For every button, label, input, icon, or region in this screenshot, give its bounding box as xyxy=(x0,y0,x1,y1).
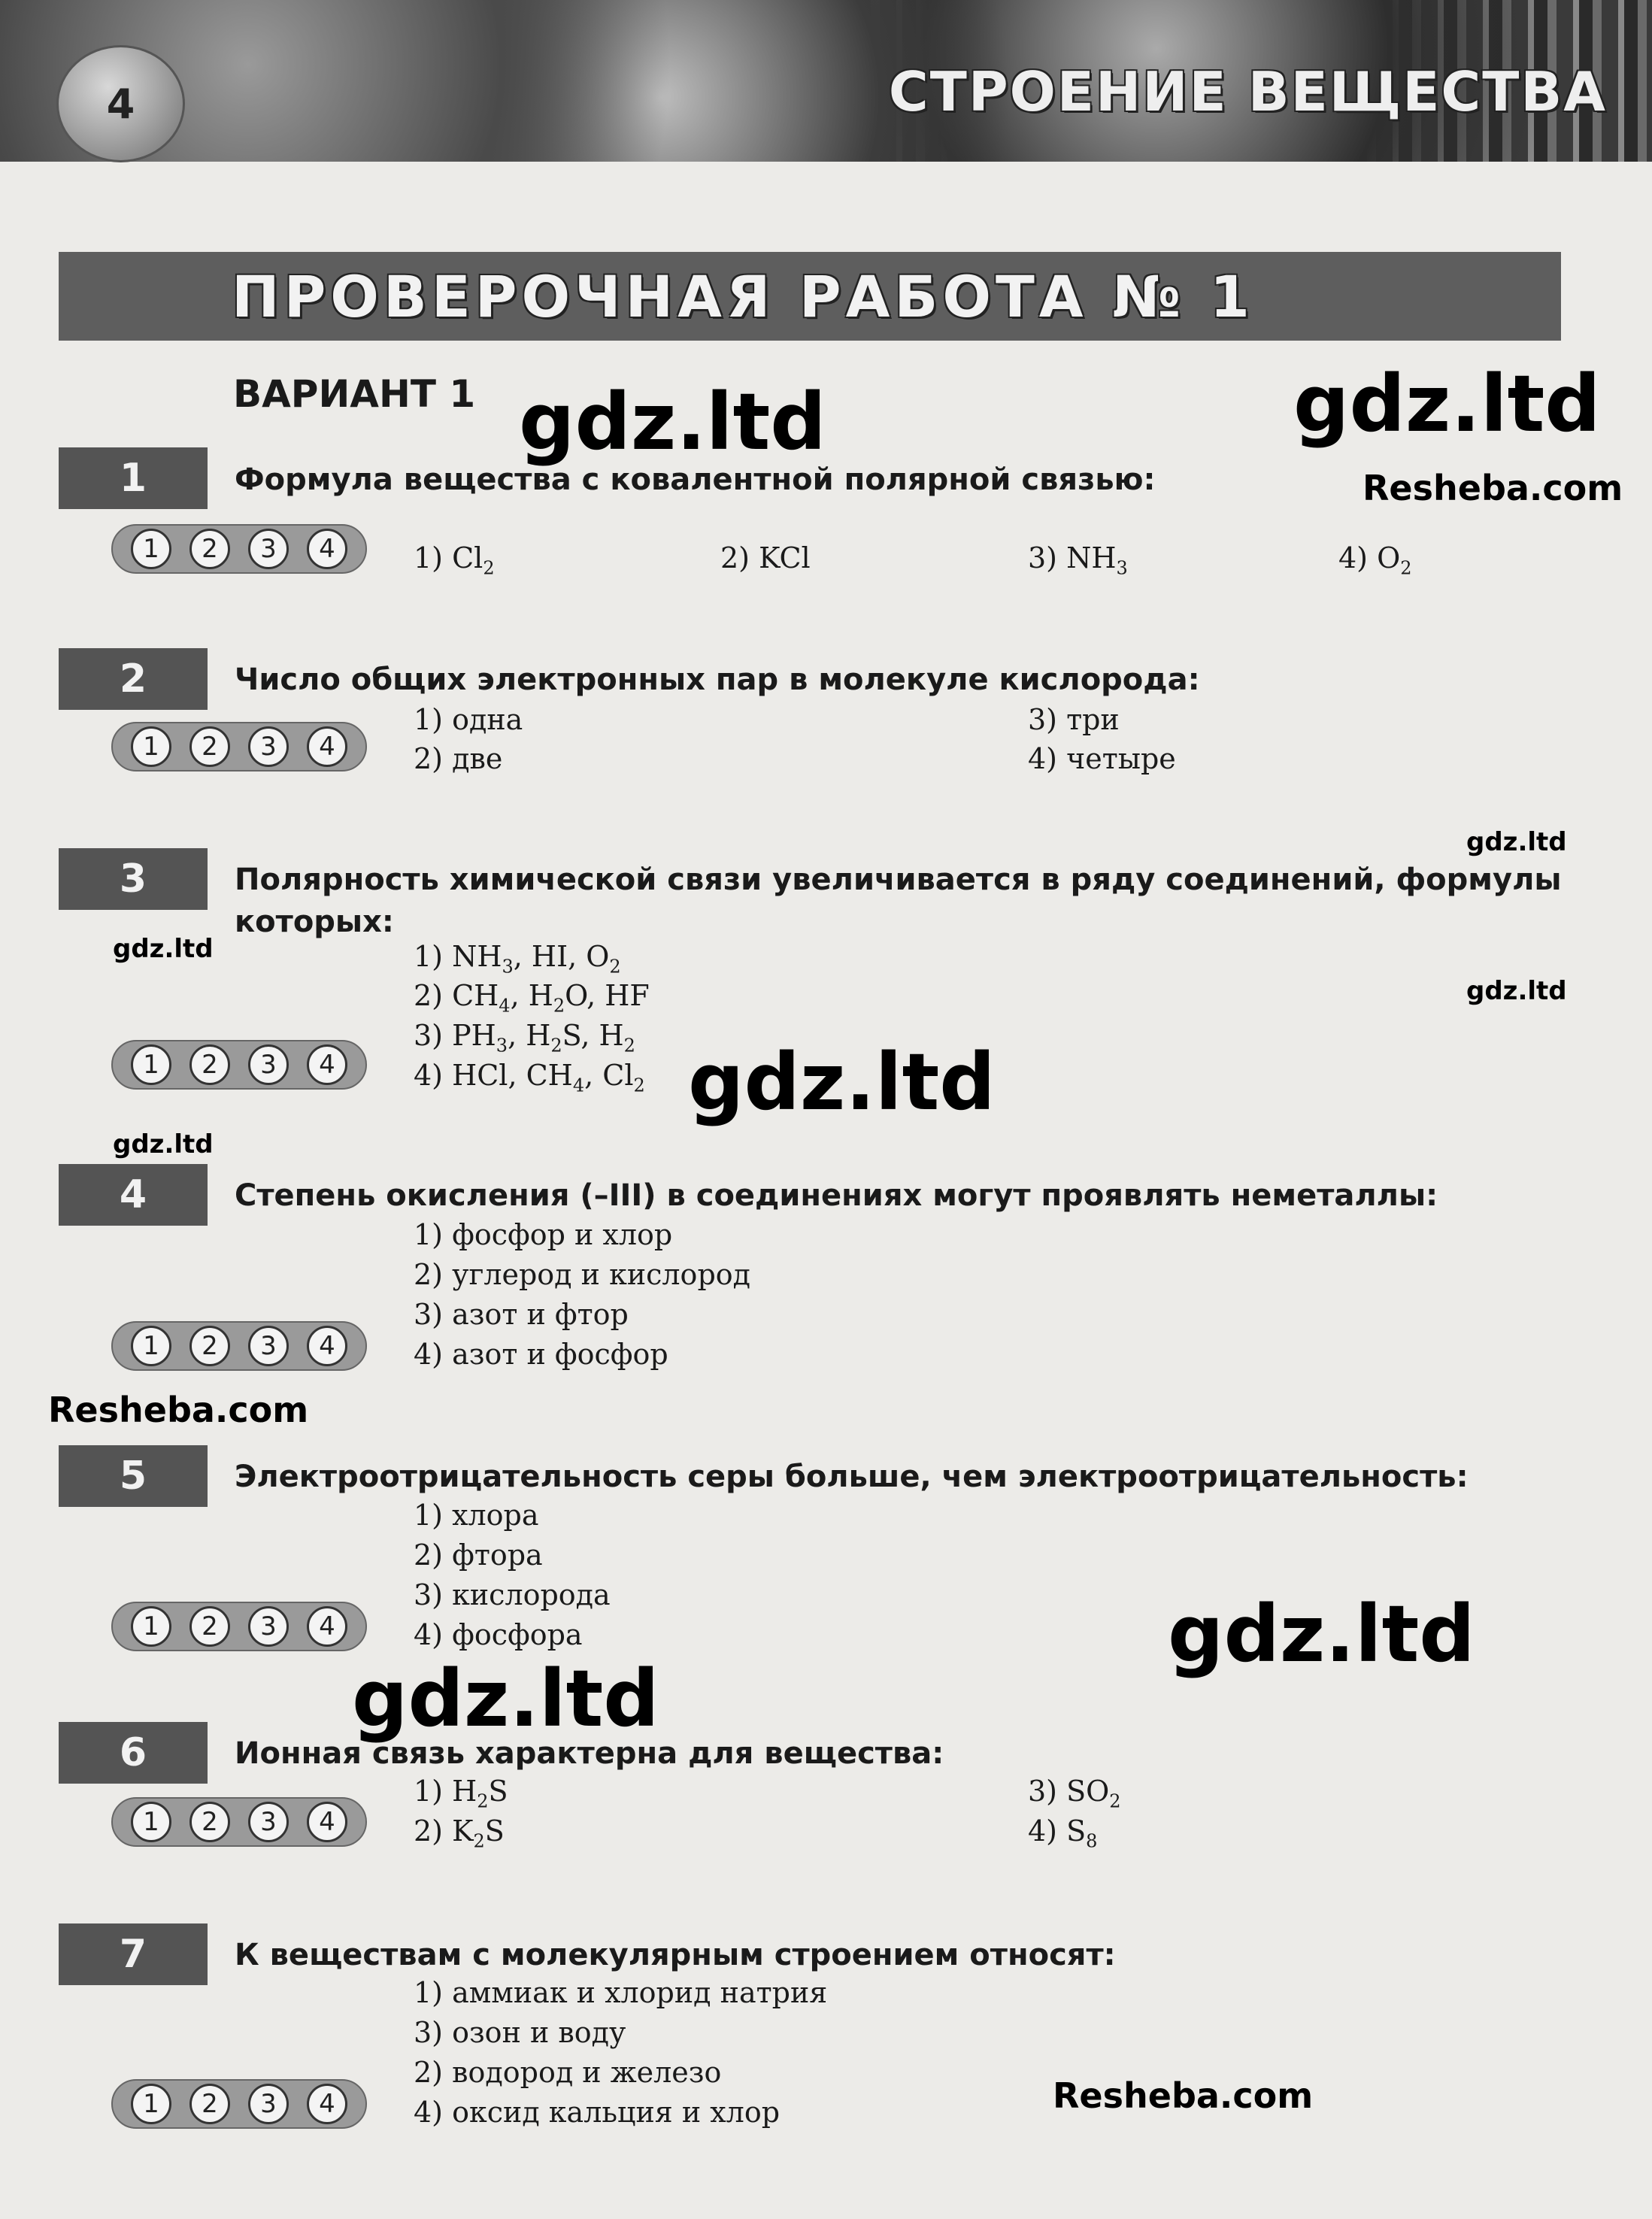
question-number: 5 xyxy=(59,1445,208,1507)
watermark: gdz.ltd xyxy=(1466,827,1567,857)
answer-option-3[interactable]: 3 xyxy=(248,726,289,767)
answer-option-4[interactable]: 4 xyxy=(307,1606,347,1647)
answer-option: 2) $K_2S$ xyxy=(414,1814,505,1852)
answer-option-3[interactable]: 3 xyxy=(248,1326,289,1366)
page-title: ПРОВЕРОЧНАЯ РАБОТА № 1 xyxy=(232,262,1254,330)
watermark: gdz.ltd xyxy=(1168,1588,1475,1680)
answer-option-2[interactable]: 2 xyxy=(189,2084,230,2124)
watermark: Resheba.com xyxy=(1053,2075,1314,2116)
answer-option: 3) три xyxy=(1028,703,1120,736)
watermark: gdz.ltd xyxy=(519,376,826,468)
watermark: gdz.ltd xyxy=(352,1653,659,1745)
answer-bubbles[interactable] xyxy=(111,524,367,574)
answer-option: 1) аммиак и хлорид натрия xyxy=(414,1976,828,2009)
answer-option: 1) $H_2S$ xyxy=(414,1775,508,1812)
answer-option: 3) кислорода xyxy=(414,1578,611,1611)
answer-bubbles[interactable] xyxy=(111,1040,367,1090)
answer-option-4[interactable]: 4 xyxy=(307,1802,347,1842)
answer-option: 1) фосфор и хлор xyxy=(414,1218,673,1251)
answer-option-1[interactable]: 1 xyxy=(131,1044,171,1085)
answer-option: 4) $O_2$ xyxy=(1338,541,1412,579)
watermark: Resheba.com xyxy=(1363,468,1623,508)
answer-option: 2) водород и железо xyxy=(414,2056,722,2089)
answer-option-1[interactable]: 1 xyxy=(131,1802,171,1842)
answer-option: 4) четыре xyxy=(1028,742,1176,775)
title-bar xyxy=(59,252,1561,341)
answer-option: 3) азот и фтор xyxy=(414,1298,629,1331)
answer-option: 2) две xyxy=(414,742,503,775)
question-text: Ионная связь характерна для вещества: xyxy=(235,1736,944,1771)
answer-bubbles[interactable] xyxy=(111,1797,367,1847)
answer-option: 2) фтора xyxy=(414,1538,543,1572)
watermark: gdz.ltd xyxy=(113,1129,214,1160)
answer-option-2[interactable]: 2 xyxy=(189,1606,230,1647)
answer-option-3[interactable]: 3 xyxy=(248,1606,289,1647)
answer-option-2[interactable]: 2 xyxy=(189,1802,230,1842)
question-number: 3 xyxy=(59,848,208,910)
watermark: gdz.ltd xyxy=(113,934,214,964)
answer-option: 3) $SO_2$ xyxy=(1028,1775,1121,1812)
answer-option: 4) оксид кальция и хлор xyxy=(414,2096,781,2129)
answer-option-2[interactable]: 2 xyxy=(189,1326,230,1366)
answer-option-3[interactable]: 3 xyxy=(248,1044,289,1085)
header-banner xyxy=(0,0,1652,162)
answer-option-3[interactable]: 3 xyxy=(248,529,289,569)
page-number: 4 xyxy=(56,45,185,162)
answer-option-1[interactable]: 1 xyxy=(131,1326,171,1366)
question-number: 4 xyxy=(59,1164,208,1226)
answer-option-2[interactable]: 2 xyxy=(189,726,230,767)
watermark: gdz.ltd xyxy=(1466,976,1567,1006)
question-number: 2 xyxy=(59,648,208,710)
answer-bubbles[interactable] xyxy=(111,722,367,771)
variant-label: ВАРИАНТ 1 xyxy=(233,372,476,416)
answer-option: 3) $PH_3$, $H_2S$, $H_2$ xyxy=(414,1019,635,1056)
answer-option-1[interactable]: 1 xyxy=(131,1606,171,1647)
answer-option: 2) KCl xyxy=(720,541,811,574)
answer-option-2[interactable]: 2 xyxy=(189,529,230,569)
answer-option-4[interactable]: 4 xyxy=(307,1044,347,1085)
answer-option: 3) озон и воду xyxy=(414,2016,626,2049)
answer-option-4[interactable]: 4 xyxy=(307,1326,347,1366)
answer-option: 4) HCl, $CH_4$, $Cl_2$ xyxy=(414,1059,645,1096)
section-title: СТРОЕНИЕ ВЕЩЕСТВА xyxy=(888,60,1607,123)
question-text: Электроотрицательность серы больше, чем электроотрицательность: xyxy=(235,1460,1469,1494)
answer-option: 3) $NH_3$ xyxy=(1028,541,1128,579)
watermark: gdz.ltd xyxy=(1293,358,1601,450)
answer-bubbles[interactable] xyxy=(111,2079,367,2129)
answer-option-4[interactable]: 4 xyxy=(307,2084,347,2124)
answer-option: 1) одна xyxy=(414,703,523,736)
answer-option: 2) углерод и кислород xyxy=(414,1258,751,1291)
answer-option-3[interactable]: 3 xyxy=(248,2084,289,2124)
answer-option-1[interactable]: 1 xyxy=(131,726,171,767)
answer-option-2[interactable]: 2 xyxy=(189,1044,230,1085)
question-number: 7 xyxy=(59,1923,208,1985)
answer-option: 4) фосфора xyxy=(414,1618,583,1651)
answer-option-1[interactable]: 1 xyxy=(131,2084,171,2124)
answer-option: 1) хлора xyxy=(414,1499,539,1532)
answer-option: 4) $S_8$ xyxy=(1028,1814,1098,1852)
answer-option: 1) $Cl_2$ xyxy=(414,541,495,579)
show-through-text xyxy=(105,387,116,423)
question-text: Формула вещества с ковалентной полярной связью: xyxy=(235,462,1156,497)
answer-option-4[interactable]: 4 xyxy=(307,726,347,767)
question-text: К веществам с молекулярным строением относят: xyxy=(235,1938,1116,1972)
answer-bubbles[interactable] xyxy=(111,1321,367,1371)
answer-bubbles[interactable] xyxy=(111,1602,367,1651)
question-number: 1 xyxy=(59,447,208,509)
question-text: Число общих электронных пар в молекуле кислорода: xyxy=(235,662,1200,697)
answer-option: 4) азот и фосфор xyxy=(414,1338,668,1371)
answer-option: 2) $CH_4$, $H_2O$, HF xyxy=(414,979,650,1017)
watermark: gdz.ltd xyxy=(688,1036,996,1128)
answer-option-4[interactable]: 4 xyxy=(307,529,347,569)
question-text: Степень окисления (–III) в соединениях могут проявлять неметаллы: xyxy=(235,1178,1438,1213)
answer-option: 1) $NH_3$, HI, $O_2$ xyxy=(414,940,621,978)
watermark: Resheba.com xyxy=(48,1390,309,1430)
question-number: 6 xyxy=(59,1722,208,1784)
question-text: Полярность химической связи увеличивается в ряду соединений, формулы которых: xyxy=(235,862,1562,939)
answer-option-3[interactable]: 3 xyxy=(248,1802,289,1842)
answer-option-1[interactable]: 1 xyxy=(131,529,171,569)
